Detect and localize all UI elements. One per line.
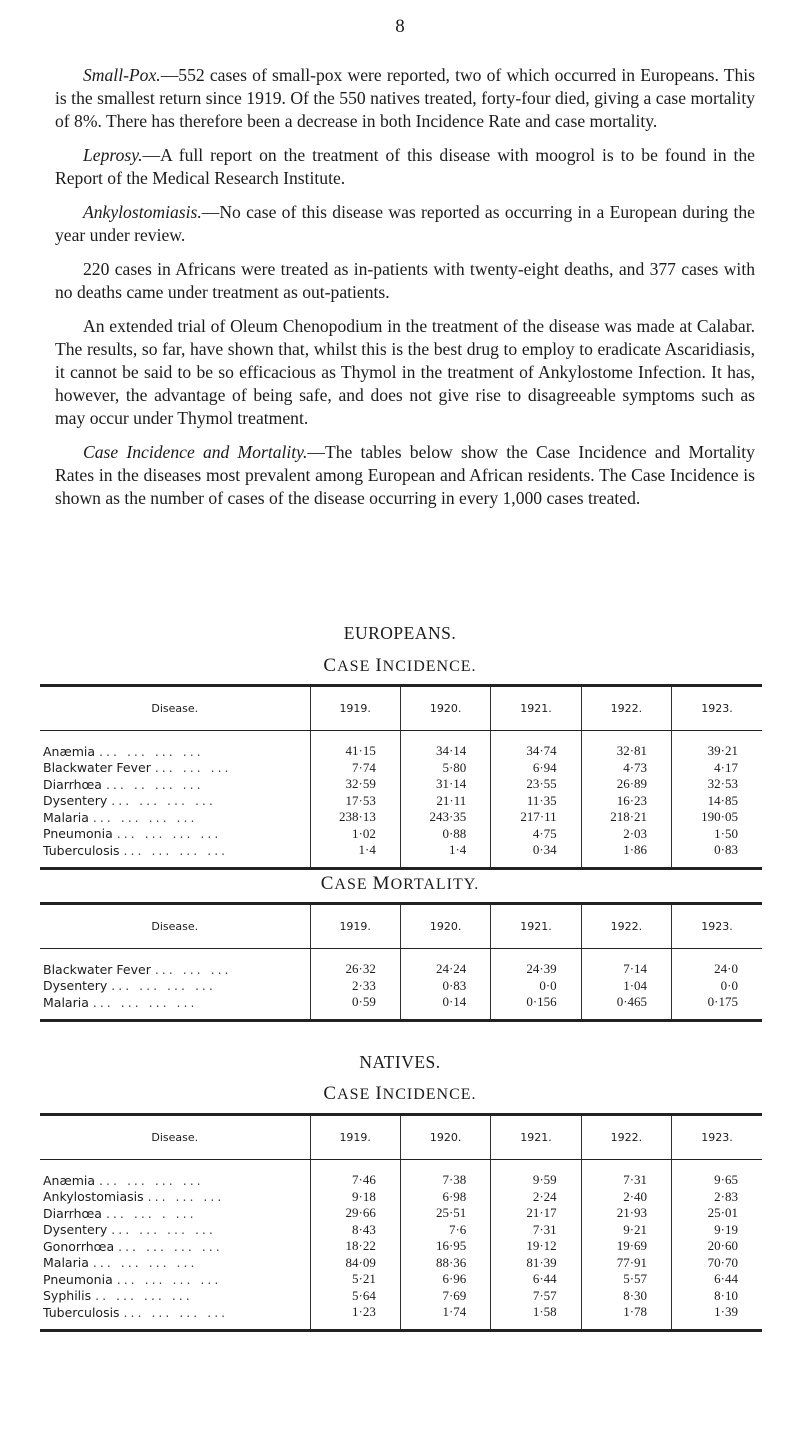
value-cell: 21·11 xyxy=(400,793,490,810)
value-cell: 4·75 xyxy=(491,826,581,843)
col-header: 1922. xyxy=(581,1115,671,1160)
value-cell: 8·43 xyxy=(310,1222,400,1239)
disease-cell xyxy=(40,1288,310,1305)
table-row xyxy=(40,1189,762,1206)
table-row xyxy=(40,793,762,810)
disease-cell xyxy=(40,842,310,868)
value-cell: 5·80 xyxy=(400,760,490,777)
value-cell: 0·83 xyxy=(672,842,762,868)
col-header: 1919. xyxy=(310,904,400,949)
paragraph-africans: 220 cases in Africans were treated as in-patients with twenty-eight deaths, and 377 cases with no deaths came under treatment as out-patients. xyxy=(55,259,755,302)
table-header-row xyxy=(40,1115,762,1160)
col-header: Disease. xyxy=(40,686,310,731)
disease-cell xyxy=(40,809,310,826)
value-cell: 1·23 xyxy=(310,1304,400,1330)
disease-cell xyxy=(40,949,310,978)
value-cell: 84·09 xyxy=(310,1255,400,1272)
table-row xyxy=(40,1288,762,1305)
table-row xyxy=(40,1304,762,1330)
disease-name: Anæmia xyxy=(43,743,96,759)
disease-cell xyxy=(40,994,310,1020)
disease-cell xyxy=(40,1255,310,1272)
value-cell: 1·78 xyxy=(581,1304,671,1330)
section-heading-europeans: EUROPEANS. xyxy=(343,623,457,643)
paragraph-ankylostomiasis: Ankylostomiasis.—No case of this disease was reported as occurring in a European during the year under review. xyxy=(55,202,755,245)
disease-name: Tuberculosis xyxy=(43,842,120,858)
disease-name: Diarrhœa xyxy=(43,1205,102,1221)
value-cell: 11·35 xyxy=(491,793,581,810)
leader-dots: ... ... ... xyxy=(154,760,232,776)
disease-cell xyxy=(40,1222,310,1239)
table-row xyxy=(40,826,762,843)
table-title-europeans-mortality: CASE MORTALITY. xyxy=(320,873,480,894)
disease-name: Malaria xyxy=(43,994,89,1010)
value-cell: 19·69 xyxy=(581,1238,671,1255)
disease-name: Dysentery xyxy=(43,1222,108,1238)
col-header: Disease. xyxy=(40,1115,310,1160)
value-cell: 8·30 xyxy=(581,1288,671,1305)
table-row xyxy=(40,842,762,868)
value-cell: 25·51 xyxy=(400,1205,490,1222)
disease-cell xyxy=(40,760,310,777)
value-cell: 0·83 xyxy=(400,978,490,995)
disease-cell xyxy=(40,1304,310,1330)
value-cell: 1·74 xyxy=(400,1304,490,1330)
paragraph-oleum-trial: An extended trial of Oleum Chenopodium in the treatment of the disease was made at Calabar. The results, so far, have shown that, whilst this is the best drug to employ to eradicate Ascaridiasis, it cannot be said to be so efficacious as Thymol in the treatment of Ankylostome Infection. It has, however, the advantage of being safe, and does not give rise to disagreeable symptoms such as may occur under Thymol treatment. xyxy=(55,316,755,428)
table-body xyxy=(40,1160,762,1331)
col-header: 1919. xyxy=(310,1115,400,1160)
table-row xyxy=(40,1255,762,1272)
value-cell: 24·39 xyxy=(491,949,581,978)
col-header: 1923. xyxy=(672,1115,762,1160)
value-cell: 70·70 xyxy=(672,1255,762,1272)
disease-cell xyxy=(40,826,310,843)
leader-dots: ... ... . ... xyxy=(105,1205,197,1221)
table-row xyxy=(40,1238,762,1255)
table-title-europeans-incidence: CASE INCIDENCE. xyxy=(323,655,477,676)
value-cell: 0·156 xyxy=(491,994,581,1020)
value-cell: 1·86 xyxy=(581,842,671,868)
value-cell: 2·24 xyxy=(491,1189,581,1206)
value-cell: 9·65 xyxy=(672,1160,762,1189)
value-cell: 4·17 xyxy=(672,760,762,777)
value-cell: 2·03 xyxy=(581,826,671,843)
value-cell: 9·19 xyxy=(672,1222,762,1239)
value-cell: 9·21 xyxy=(581,1222,671,1239)
page-number: 8 xyxy=(395,16,405,37)
table-row xyxy=(40,1160,762,1189)
disease-cell xyxy=(40,1160,310,1189)
body-text xyxy=(55,64,755,510)
table-row xyxy=(40,731,762,760)
leader-dots: ... ... ... ... xyxy=(99,743,204,759)
table-header-row xyxy=(40,686,762,731)
table-europeans-incidence xyxy=(40,684,762,870)
leader-dots: ... ... ... ... xyxy=(99,1172,204,1188)
value-cell: 1·58 xyxy=(491,1304,581,1330)
value-cell: 190·05 xyxy=(672,809,762,826)
value-cell: 2·40 xyxy=(581,1189,671,1206)
paragraph-case-incidence: Case Incidence and Mortality.—The tables below show the Case Incidence and Mortality Rates in the diseases most prevalent among European and African residents. The Case Incidence is shown as the number of cases of the disease occurring in every 1,000 cases treated. xyxy=(55,442,755,508)
value-cell: 25·01 xyxy=(672,1205,762,1222)
disease-cell xyxy=(40,731,310,760)
value-cell: 17·53 xyxy=(310,793,400,810)
col-header: 1922. xyxy=(581,686,671,731)
disease-name: Pneumonia xyxy=(43,826,113,842)
value-cell: 34·14 xyxy=(400,731,490,760)
table-row xyxy=(40,949,762,978)
value-cell: 81·39 xyxy=(491,1255,581,1272)
value-cell: 26·89 xyxy=(581,776,671,793)
value-cell: 1·50 xyxy=(672,826,762,843)
value-cell: 4·73 xyxy=(581,760,671,777)
disease-cell xyxy=(40,793,310,810)
disease-name: Blackwater Fever xyxy=(43,760,151,776)
value-cell: 1·4 xyxy=(310,842,400,868)
col-header: Disease. xyxy=(40,904,310,949)
leader-dots: ... ... ... ... xyxy=(111,978,216,994)
leader-dots: ... .. ... ... xyxy=(105,776,204,792)
value-cell: 0·88 xyxy=(400,826,490,843)
leader-dots: ... ... ... ... xyxy=(123,1304,229,1320)
col-header: 1923. xyxy=(672,904,762,949)
disease-name: Dysentery xyxy=(43,793,108,809)
value-cell: 39·21 xyxy=(672,731,762,760)
disease-name: Anæmia xyxy=(43,1172,96,1188)
table-row xyxy=(40,1222,762,1239)
value-cell: 24·0 xyxy=(672,949,762,978)
value-cell: 77·91 xyxy=(581,1255,671,1272)
value-cell: 21·17 xyxy=(491,1205,581,1222)
disease-cell xyxy=(40,1238,310,1255)
value-cell: 2·33 xyxy=(310,978,400,995)
disease-name: Syphilis xyxy=(43,1288,92,1304)
value-cell: 7·57 xyxy=(491,1288,581,1305)
disease-name: Pneumonia xyxy=(43,1271,113,1287)
value-cell: 18·22 xyxy=(310,1238,400,1255)
value-cell: 6·94 xyxy=(491,760,581,777)
value-cell: 6·44 xyxy=(491,1271,581,1288)
leader-dots: ... ... ... ... xyxy=(116,1271,222,1287)
value-cell: 1·39 xyxy=(672,1304,762,1330)
value-cell: 2·83 xyxy=(672,1189,762,1206)
value-cell: 6·96 xyxy=(400,1271,490,1288)
value-cell: 217·11 xyxy=(491,809,581,826)
leader-dots: ... ... ... xyxy=(154,961,232,977)
value-cell: 0·14 xyxy=(400,994,490,1020)
col-header: 1923. xyxy=(672,686,762,731)
value-cell: 7·31 xyxy=(491,1222,581,1239)
value-cell: 243·35 xyxy=(400,809,490,826)
value-cell: 16·95 xyxy=(400,1238,490,1255)
leader-dots: .. ... ... ... xyxy=(95,1288,193,1304)
value-cell: 6·98 xyxy=(400,1189,490,1206)
value-cell: 26·32 xyxy=(310,949,400,978)
value-cell: 23·55 xyxy=(491,776,581,793)
table-title-natives-incidence: CASE INCIDENCE. xyxy=(323,1083,477,1104)
table-row xyxy=(40,978,762,995)
value-cell: 7·74 xyxy=(310,760,400,777)
value-cell: 7·69 xyxy=(400,1288,490,1305)
value-cell: 21·93 xyxy=(581,1205,671,1222)
leader-dots: ... ... ... ... xyxy=(111,793,216,809)
table-row xyxy=(40,1271,762,1288)
table-header-row xyxy=(40,904,762,949)
col-header: 1920. xyxy=(400,686,490,731)
value-cell: 238·13 xyxy=(310,809,400,826)
disease-name: Diarrhœa xyxy=(43,776,102,792)
value-cell: 7·31 xyxy=(581,1160,671,1189)
table-row xyxy=(40,760,762,777)
table-europeans-mortality xyxy=(40,902,762,1022)
col-header: 1922. xyxy=(581,904,671,949)
value-cell: 1·04 xyxy=(581,978,671,995)
disease-name: Tuberculosis xyxy=(43,1304,120,1320)
section-heading-natives: NATIVES. xyxy=(359,1052,441,1072)
disease-cell xyxy=(40,1271,310,1288)
leader-dots: ... ... ... xyxy=(147,1189,225,1205)
leader-dots: ... ... ... ... xyxy=(118,1238,223,1254)
disease-name: Gonorrhœa xyxy=(43,1238,115,1254)
value-cell: 1·4 xyxy=(400,842,490,868)
disease-cell xyxy=(40,1205,310,1222)
value-cell: 0·0 xyxy=(672,978,762,995)
table-row xyxy=(40,1205,762,1222)
col-header: 1921. xyxy=(491,1115,581,1160)
leader-dots: ... ... ... ... xyxy=(92,1255,198,1271)
value-cell: 41·15 xyxy=(310,731,400,760)
table-row xyxy=(40,809,762,826)
table-body xyxy=(40,949,762,1021)
paragraph-small-pox: Small-Pox.—552 cases of small-pox were reported, two of which occurred in Europeans. This is the smallest return since 1919. Of the 550 natives treated, forty-four died, giving a case mortality of 8%. There has therefore been a decrease in both Incidence Rate and case mortality. xyxy=(55,65,755,131)
leader-dots: ... ... ... ... xyxy=(111,1222,216,1238)
col-header: 1919. xyxy=(310,686,400,731)
value-cell: 0·175 xyxy=(672,994,762,1020)
value-cell: 5·57 xyxy=(581,1271,671,1288)
col-header: 1921. xyxy=(491,686,581,731)
table-row xyxy=(40,994,762,1020)
value-cell: 1·02 xyxy=(310,826,400,843)
value-cell: 7·6 xyxy=(400,1222,490,1239)
disease-cell xyxy=(40,978,310,995)
value-cell: 31·14 xyxy=(400,776,490,793)
value-cell: 0·34 xyxy=(491,842,581,868)
value-cell: 19·12 xyxy=(491,1238,581,1255)
value-cell: 9·59 xyxy=(491,1160,581,1189)
value-cell: 29·66 xyxy=(310,1205,400,1222)
value-cell: 24·24 xyxy=(400,949,490,978)
value-cell: 88·36 xyxy=(400,1255,490,1272)
value-cell: 0·0 xyxy=(491,978,581,995)
leader-dots: ... ... ... ... xyxy=(92,994,198,1010)
leader-dots: ... ... ... ... xyxy=(116,826,222,842)
disease-name: Malaria xyxy=(43,809,89,825)
value-cell: 7·46 xyxy=(310,1160,400,1189)
value-cell: 9·18 xyxy=(310,1189,400,1206)
value-cell: 7·38 xyxy=(400,1160,490,1189)
col-header: 1920. xyxy=(400,904,490,949)
table-row xyxy=(40,776,762,793)
value-cell: 6·44 xyxy=(672,1271,762,1288)
value-cell: 5·21 xyxy=(310,1271,400,1288)
col-header: 1921. xyxy=(491,904,581,949)
paragraph-leprosy: Leprosy.—A full report on the treatment of this disease with moogrol is to be found in the Report of the Medical Research Institute. xyxy=(55,145,755,188)
disease-cell xyxy=(40,1189,310,1206)
table-body xyxy=(40,731,762,869)
value-cell: 32·81 xyxy=(581,731,671,760)
table-natives-incidence xyxy=(40,1113,762,1332)
disease-name: Blackwater Fever xyxy=(43,961,151,977)
leader-dots: ... ... ... ... xyxy=(92,809,198,825)
value-cell: 16·23 xyxy=(581,793,671,810)
leader-dots: ... ... ... ... xyxy=(123,842,229,858)
value-cell: 7·14 xyxy=(581,949,671,978)
disease-cell xyxy=(40,776,310,793)
col-header: 1920. xyxy=(400,1115,490,1160)
value-cell: 32·59 xyxy=(310,776,400,793)
value-cell: 34·74 xyxy=(491,731,581,760)
value-cell: 5·64 xyxy=(310,1288,400,1305)
value-cell: 20·60 xyxy=(672,1238,762,1255)
value-cell: 0·59 xyxy=(310,994,400,1020)
value-cell: 14·85 xyxy=(672,793,762,810)
disease-name: Dysentery xyxy=(43,978,108,994)
disease-name: Malaria xyxy=(43,1255,89,1271)
value-cell: 0·465 xyxy=(581,994,671,1020)
disease-name: Ankylostomiasis xyxy=(43,1189,144,1205)
value-cell: 32·53 xyxy=(672,776,762,793)
value-cell: 8·10 xyxy=(672,1288,762,1305)
value-cell: 218·21 xyxy=(581,809,671,826)
